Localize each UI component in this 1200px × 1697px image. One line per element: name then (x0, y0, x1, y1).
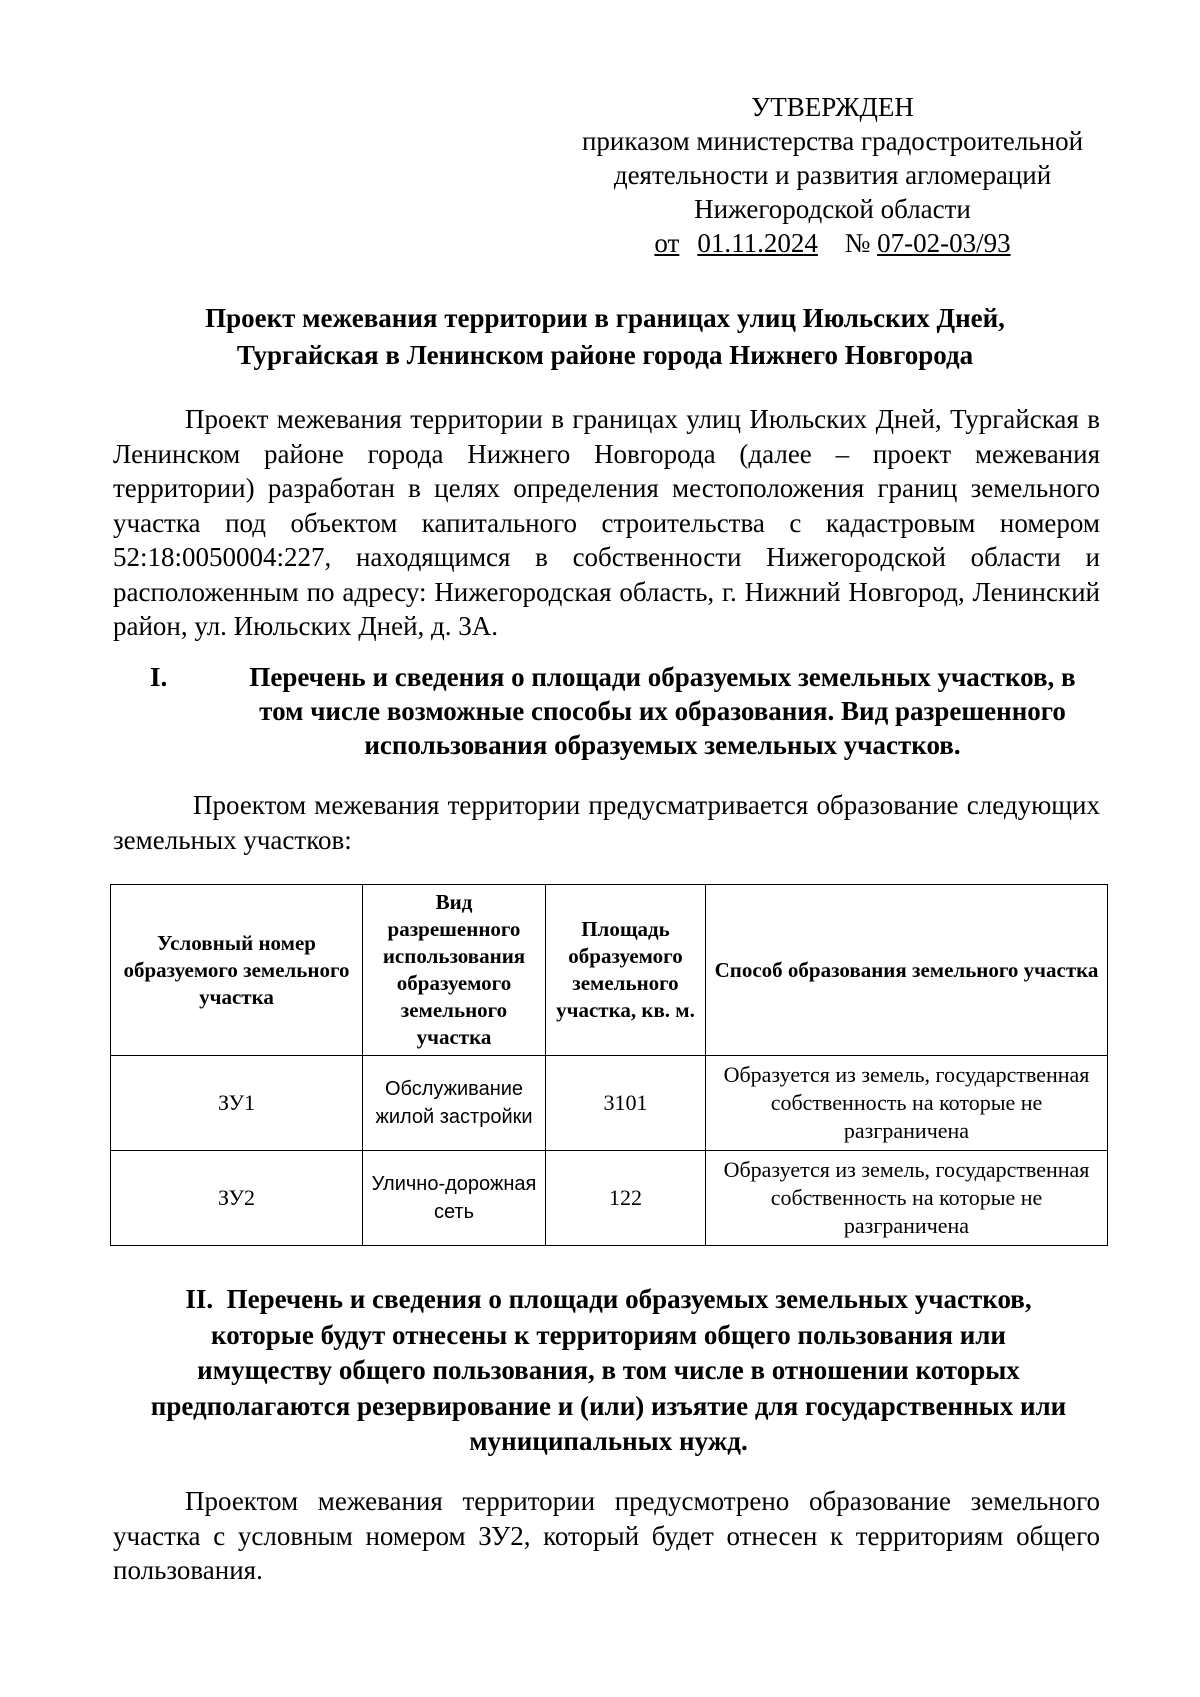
section-1-paragraph (113, 788, 1100, 857)
table-row (111, 1056, 1108, 1151)
parcels-table (110, 884, 1108, 1246)
table-header-row (111, 885, 1108, 1056)
order-number: 07-02-03/93 (877, 228, 1011, 258)
section-2-line-3: имуществу общего пользования, в том числе в отношении которых (197, 1355, 1020, 1385)
header-area: Площадь образуемого земельного участка, кв. м. (546, 885, 706, 1056)
table-row (111, 1151, 1108, 1246)
date-prefix: от (654, 228, 680, 258)
header-parcel-number: Условный номер образуемого земельного участка (111, 885, 363, 1056)
cell-area: 3101 (546, 1056, 706, 1151)
header-formation-method: Способ образования земельного участка (706, 885, 1108, 1056)
section-2-text: Проектом межевания территории предусмотрено образование земельного участка с условным номером ЗУ2, который будет отнесен к территориям общего пользования. (113, 1486, 1100, 1585)
title-line-2: Тургайская в Ленинском районе города Нижнего Новгорода (236, 340, 974, 370)
section-1-text: Проектом межевания территории предусматривается образование следующих земельных участков: (113, 790, 1100, 855)
order-date-number (560, 226, 1105, 260)
cell-formation-method: Образуется из земель, государственная собственность на которые не разграничена (706, 1151, 1108, 1246)
intro-paragraph (113, 402, 1100, 644)
section-1-line-3: использования образуемых земельных участков. (364, 730, 961, 760)
cell-area: 122 (546, 1151, 706, 1246)
section-2-line-5: муниципальных нужд. (469, 1426, 748, 1456)
section-2-line-1: Перечень и сведения о площади образуемых земельных участков, (226, 1284, 1032, 1314)
section-1-line-2: том числе возможные способы их образования. Вид разрешенного (259, 696, 1066, 726)
number-sign: № (844, 228, 871, 258)
approval-block (560, 90, 1105, 260)
section-2-line-4: предполагаются резервирование и (или) изъятие для государственных или (150, 1390, 1067, 1421)
cell-permitted-use: Улично-дорожная сеть (363, 1151, 546, 1246)
cell-formation-method: Образуется из земель, государственная собственность на которые не разграничена (706, 1056, 1108, 1151)
cell-permitted-use: Обслуживание жилой застройки (363, 1056, 546, 1151)
document-title (110, 300, 1100, 374)
section-2-paragraph (113, 1484, 1100, 1588)
intro-text: Проект межевания территории в границах улиц Июльских Дней, Тургайская в Ленинском районе города Нижнего Новгорода (далее – проект межевания территории) разработан в целях определения местоположения границ земельного участка под объектом капитального строительства с кадастровым номером 52:18:0050004:227, находящимся в собственности Нижегородской области и расположенным по адресу: Нижегородская область, г. Нижний Новгород, Ленинский район, ул. Июльских Дней, д. 3А. (113, 404, 1100, 641)
section-2-heading (110, 1282, 1107, 1460)
approval-heading: УТВЕРЖДЕН (751, 92, 914, 122)
section-1-line-1: Перечень и сведения о площади образуемых земельных участков, в (249, 662, 1076, 692)
section-1-number: I. (150, 662, 168, 692)
order-date: 01.11.2024 (697, 228, 818, 258)
section-2-number: II. (185, 1284, 214, 1314)
header-permitted-use: Вид разрешенного использования образуемого земельного участка (363, 885, 546, 1056)
approval-line-3: Нижегородской области (694, 194, 971, 224)
section-2-line-2: которые будут отнесены к территориям общего пользования или (211, 1319, 1006, 1350)
title-line-1: Проект межевания территории в границах улиц Июльских Дней, (205, 303, 1005, 333)
cell-parcel-number: ЗУ2 (111, 1151, 363, 1246)
cell-parcel-number: ЗУ1 (111, 1056, 363, 1151)
approval-line-1: приказом министерства градостроительной (581, 126, 1084, 156)
approval-line-2: деятельности и развития агломераций (613, 160, 1052, 190)
section-1-heading (150, 660, 1100, 762)
